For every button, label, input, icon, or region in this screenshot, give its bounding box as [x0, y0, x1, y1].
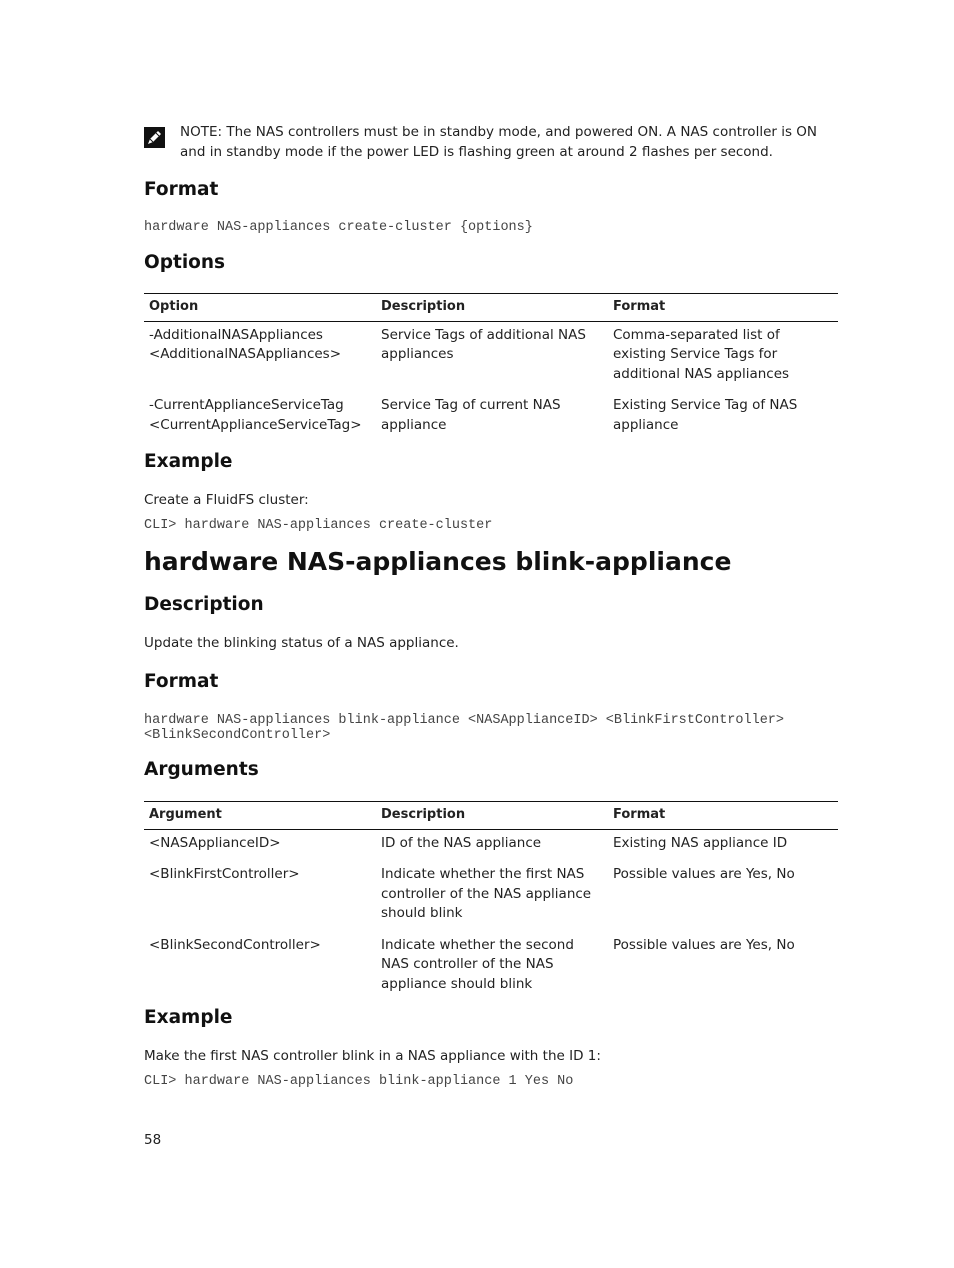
section-title: hardware NAS-appliances blink-appliance: [144, 547, 732, 576]
page-number: 58: [144, 1132, 162, 1148]
table-cell: <BlinkSecondController>: [149, 936, 321, 953]
note-text: [180, 123, 845, 162]
arguments-heading: Arguments: [144, 759, 259, 780]
example-text: Create a FluidFS cluster:: [144, 492, 309, 508]
note-body: The NAS controllers must be in standby mode, and powered ON. A NAS controller is ON and in standby mode if the power LED is flashing green at around 2 flashes per second.: [180, 124, 818, 160]
table-cell: <NASApplianceID>: [149, 834, 281, 851]
table-cell: <BlinkFirstController>: [149, 866, 300, 882]
table-cell: -AdditionalNASAppliances <AdditionalNASAppliances>: [149, 326, 342, 362]
column-header: Option: [144, 294, 376, 322]
table-cell: Possible values are Yes, No: [613, 936, 795, 953]
format-heading: Format: [144, 179, 219, 200]
description-text: Update the blinking status of a NAS appliance.: [144, 635, 459, 651]
example-text: Make the first NAS controller blink in a NAS appliance with the ID 1:: [144, 1048, 601, 1064]
options-table: [144, 293, 838, 443]
column-header: Description: [376, 802, 608, 830]
table-cell: ID of the NAS appliance: [381, 834, 542, 851]
pencil-note-icon: [144, 127, 165, 148]
table-cell: Existing Service Tag of NAS appliance: [613, 397, 798, 433]
example-heading: Example: [144, 451, 233, 472]
table-header-row: [144, 294, 838, 322]
example-heading: Example: [144, 1007, 233, 1028]
table-header-row: [144, 802, 838, 830]
table-cell: Comma-separated list of existing Service Tags for additional NAS appliances: [613, 326, 790, 382]
column-header: Description: [376, 294, 608, 322]
column-header: Format: [608, 802, 838, 830]
format-code: hardware NAS-appliances create-cluster {options}: [144, 220, 533, 235]
table-row: [144, 829, 838, 861]
table-cell: Indicate whether the first NAS controller of the NAS appliance should blink: [381, 866, 592, 921]
table-cell: Existing NAS appliance ID: [613, 834, 788, 851]
table-row: [144, 861, 838, 932]
note-label: NOTE:: [180, 124, 223, 140]
table-cell: Indicate whether the second NAS controller of the NAS appliance should blink: [381, 936, 574, 992]
table-cell: Possible values are Yes, No: [613, 866, 795, 882]
column-header: Argument: [144, 802, 376, 830]
format-code: hardware NAS-appliances blink-appliance <NASApplianceID> <BlinkFirstController> <BlinkSecondController>: [144, 713, 785, 743]
table-cell: Service Tags of additional NAS appliances: [381, 326, 586, 362]
example-code: CLI> hardware NAS-appliances create-cluster: [144, 518, 493, 533]
table-cell: Service Tag of current NAS appliance: [381, 397, 561, 433]
table-row: [144, 932, 838, 1003]
example-code: CLI> hardware NAS-appliances blink-appliance 1 Yes No: [144, 1074, 574, 1089]
table-row: [144, 321, 838, 392]
arguments-table: [144, 801, 838, 1002]
column-header: Format: [608, 294, 838, 322]
table-row: [144, 392, 838, 443]
description-heading: Description: [144, 594, 264, 615]
format-heading: Format: [144, 671, 219, 692]
table-cell: -CurrentApplianceServiceTag <CurrentApplianceServiceTag>: [149, 397, 362, 433]
options-heading: Options: [144, 252, 226, 273]
